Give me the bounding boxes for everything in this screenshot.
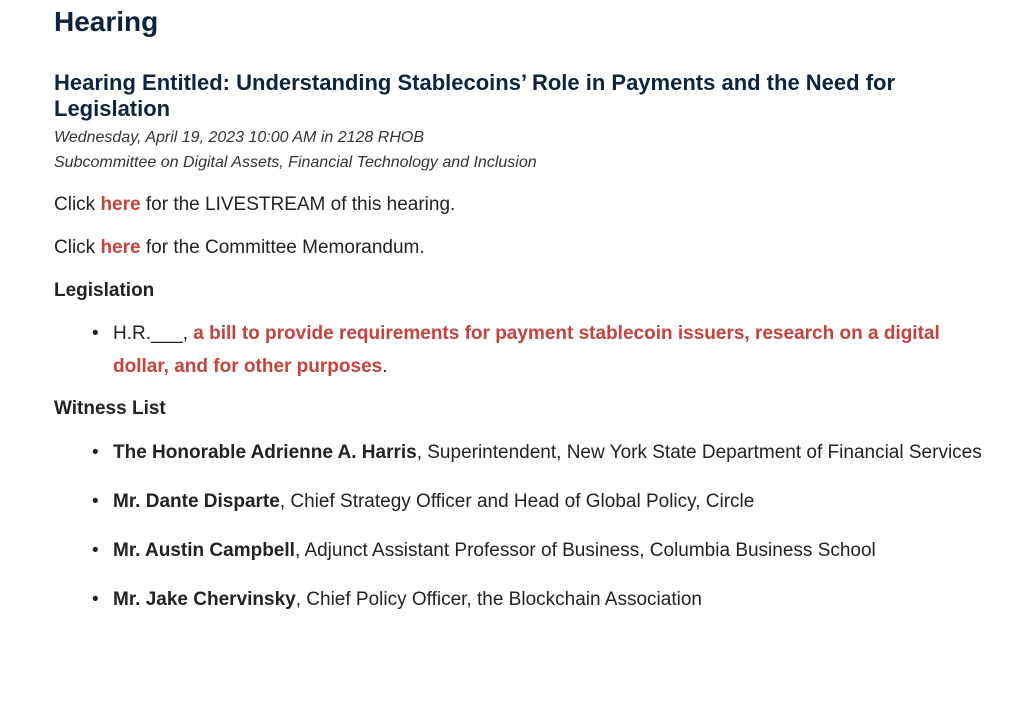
witness-name: Mr. Jake Chervinsky [113, 589, 296, 610]
bullet-icon: • [92, 442, 99, 463]
witness-list-heading: Witness List [54, 398, 166, 419]
witness-name: Mr. Austin Campbell [113, 540, 295, 561]
legislation-item [0, 317, 1024, 383]
witness-list [0, 436, 1024, 632]
witness-item [0, 485, 1024, 518]
witness-title: , Superintendent, New York State Department of Financial Services [416, 442, 982, 463]
witness-item [0, 534, 1024, 567]
witness-title: , Chief Policy Officer, the Blockchain Association [295, 589, 702, 610]
livestream-suffix: for the LIVESTREAM of this hearing. [140, 194, 456, 215]
witness-item [0, 583, 1024, 616]
witness-title: , Chief Strategy Officer and Head of Global Policy, Circle [279, 491, 755, 512]
memo-link[interactable]: here [100, 237, 141, 258]
hearing-title: Hearing Entitled: Understanding Stablecoins’ Role in Payments and the Need for Legislation [54, 70, 896, 121]
livestream-line [54, 193, 455, 217]
hearing-subcommittee: Subcommittee on Digital Assets, Financial Technology and Inclusion [54, 154, 537, 171]
bill-link[interactable]: a bill to provide requirements for payment stablecoin issuers, research on a digital dollar, and for other purposes [113, 323, 940, 377]
witness-title: , Adjunct Assistant Professor of Business, Columbia Business School [294, 540, 876, 561]
witness-name: The Honorable Adrienne A. Harris [113, 442, 417, 463]
livestream-prefix: Click [54, 194, 101, 215]
witness-item [0, 436, 1024, 469]
legislation-list [0, 317, 1024, 383]
memo-line [54, 236, 425, 260]
bullet-icon: • [92, 540, 99, 561]
legislation-heading: Legislation [54, 280, 155, 301]
section-title: Hearing [54, 6, 159, 37]
memo-suffix: for the Committee Memorandum. [140, 237, 425, 258]
livestream-link[interactable]: here [100, 194, 141, 215]
memo-prefix: Click [54, 237, 101, 258]
bullet-icon: • [92, 323, 99, 344]
witness-name: Mr. Dante Disparte [113, 491, 280, 512]
legislation-suffix: . [382, 356, 388, 377]
bullet-icon: • [92, 589, 99, 610]
legislation-prefix: H.R.___, [113, 323, 194, 344]
hearing-date-location: Wednesday, April 19, 2023 10:00 AM in 2128 RHOB [54, 129, 424, 146]
bullet-icon: • [92, 491, 99, 512]
